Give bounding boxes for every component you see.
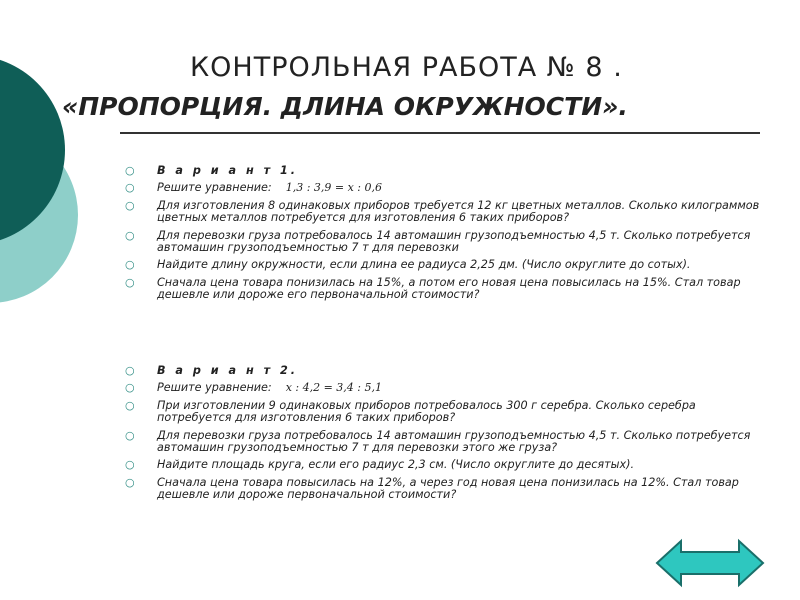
title-line-2: «ПРОПОРЦИЯ. ДЛИНА ОКРУЖНОСТИ». [62, 92, 628, 121]
title-line-1: КОНТРОЛЬНАЯ РАБОТА № 8 . [190, 52, 623, 83]
variant-1-list [125, 165, 765, 307]
list-item [125, 400, 765, 425]
list-item [125, 182, 765, 194]
bullet-icon: ○ [125, 381, 135, 395]
problem-text: Найдите длину окружности, если длина ее радиуса 2,25 дм. (Число округлите до сотых). [157, 258, 691, 272]
list-item [125, 165, 765, 177]
list-item [125, 430, 765, 455]
bullet-icon: ○ [125, 428, 135, 442]
variant-2-list [125, 365, 765, 507]
list-item [125, 200, 765, 225]
list-item [125, 477, 765, 502]
bullet-icon: ○ [125, 398, 135, 412]
bullet-icon: ○ [125, 181, 135, 195]
list-item [125, 365, 765, 377]
list-item [125, 230, 765, 255]
bullet-icon: ○ [125, 164, 135, 177]
list-item [125, 259, 765, 271]
equation: x : 4,2 = 3,4 : 5,1 [285, 381, 382, 395]
variant-2-heading: В а р и а н т 2. [157, 364, 298, 377]
problem-text: При изготовлении 9 одинаковых приборов потребовалось 300 г серебра. Сколько серебра потребуется для изготовления 6 таких приборов? [157, 398, 696, 425]
bullet-icon: ○ [125, 364, 135, 377]
equation-label: Решите уравнение: [157, 181, 272, 195]
problem-text: Для изготовления 8 одинаковых приборов требуется 12 кг цветных металлов. Сколько килограммов цветных металлов потребуется для изготовления 6 таких приборов? [157, 198, 760, 225]
list-item [125, 277, 765, 302]
list-item [125, 459, 765, 471]
problem-text: Найдите площадь круга, если его радиус 2,3 см. (Число округлите до десятых). [157, 458, 635, 472]
variant-1-heading: В а р и а н т 1. [157, 164, 298, 177]
bullet-icon: ○ [125, 228, 135, 242]
bullet-icon: ○ [125, 458, 135, 472]
title-divider [120, 132, 760, 134]
list-item [125, 382, 765, 394]
problem-text: Сначала цена товара понизилась на 15%, а потом его новая цена повысилась на 15%. Стал товар дешевле или дороже его первоначальной стоимости? [157, 275, 741, 302]
double-arrow-icon[interactable] [655, 538, 765, 588]
bullet-icon: ○ [125, 475, 135, 489]
equation-label: Решите уравнение: [157, 381, 272, 395]
problem-text: Сначала цена товара повысилась на 12%, а через год новая цена понизилась на 12%. Стал товар дешевле или дороже первоначальной стоимости? [157, 475, 739, 502]
problem-text: Для перевозки груза потребовалось 14 автомашин грузоподъемностью 4,5 т. Сколько потребуется автомашин грузоподъемностью 7 т для перевозки [157, 228, 751, 255]
decorative-circles [0, 0, 120, 340]
bullet-icon: ○ [125, 198, 135, 212]
equation: 1,3 : 3,9 = x : 0,6 [285, 181, 382, 195]
problem-text: Для перевозки груза потребовалось 14 автомашин грузоподъемностью 4,5 т. Сколько потребуется автомашин грузоподъемностью 7 т для перевозки этого же груза? [157, 428, 751, 455]
bullet-icon: ○ [125, 275, 135, 289]
bullet-icon: ○ [125, 258, 135, 272]
